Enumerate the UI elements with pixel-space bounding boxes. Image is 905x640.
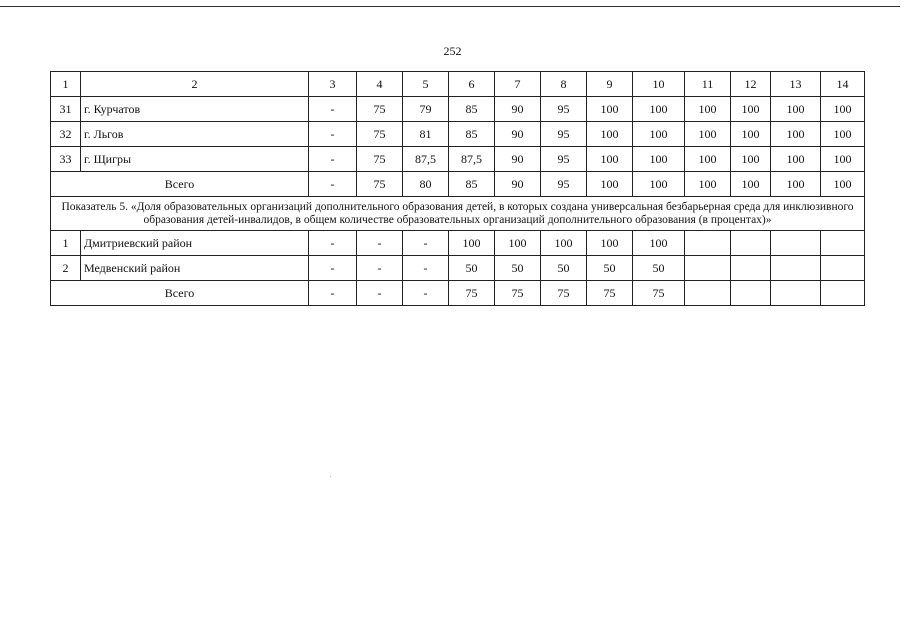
cell-value: 100: [449, 231, 495, 256]
column-number: 11: [685, 72, 731, 97]
cell-value: 100: [821, 97, 865, 122]
cell-value: 100: [685, 172, 731, 197]
cell-value: -: [403, 231, 449, 256]
row-number: 32: [51, 122, 81, 147]
cell-value: 75: [541, 281, 587, 306]
cell-value: 87,5: [403, 147, 449, 172]
cell-value: 85: [449, 122, 495, 147]
cell-value: -: [309, 231, 357, 256]
column-number: 4: [357, 72, 403, 97]
cell-value: -: [309, 147, 357, 172]
row-number: 31: [51, 97, 81, 122]
cell-value: 75: [633, 281, 685, 306]
column-number: 6: [449, 72, 495, 97]
cell-value: [771, 281, 821, 306]
column-number: 5: [403, 72, 449, 97]
cell-value: [821, 256, 865, 281]
column-number-row: [51, 72, 865, 97]
cell-value: 100: [587, 97, 633, 122]
row-name: Дмитриевский район: [81, 231, 309, 256]
cell-value: 75: [357, 122, 403, 147]
cell-value: 95: [541, 122, 587, 147]
cell-value: 100: [821, 147, 865, 172]
cell-value: 75: [587, 281, 633, 306]
cell-value: 100: [587, 122, 633, 147]
cell-value: [731, 231, 771, 256]
cell-value: 100: [685, 122, 731, 147]
cell-value: 90: [495, 122, 541, 147]
cell-value: -: [403, 281, 449, 306]
cell-value: 80: [403, 172, 449, 197]
cell-value: 50: [495, 256, 541, 281]
cell-value: 75: [357, 97, 403, 122]
cell-value: 95: [541, 97, 587, 122]
cell-value: 100: [587, 231, 633, 256]
table-row: [51, 147, 865, 172]
cell-value: [685, 281, 731, 306]
cell-value: 100: [633, 147, 685, 172]
cell-value: 100: [771, 122, 821, 147]
cell-value: [731, 256, 771, 281]
cell-value: 87,5: [449, 147, 495, 172]
row-name: Медвенский район: [81, 256, 309, 281]
cell-value: 100: [587, 172, 633, 197]
cell-value: [685, 256, 731, 281]
scan-speck: [330, 476, 331, 477]
cell-value: 75: [357, 147, 403, 172]
table-row: [51, 122, 865, 147]
cell-value: -: [309, 281, 357, 306]
cell-value: [821, 231, 865, 256]
column-number: 3: [309, 72, 357, 97]
column-number: 2: [81, 72, 309, 97]
cell-value: -: [357, 231, 403, 256]
indicator-5-title: Показатель 5. «Доля образовательных организаций дополнительного образования детей, в которых создана универсальная безбарьерная среда для инклюзивного образования детей-инвалидов, в общем количестве образовательных организаций дополнительного образования (в процентах)»: [51, 197, 865, 231]
column-number: 10: [633, 72, 685, 97]
column-number: 9: [587, 72, 633, 97]
cell-value: [731, 281, 771, 306]
cell-value: 90: [495, 172, 541, 197]
cell-value: 100: [633, 172, 685, 197]
cell-value: -: [357, 256, 403, 281]
cell-value: [685, 231, 731, 256]
cell-value: 100: [731, 147, 771, 172]
cell-value: 100: [633, 231, 685, 256]
column-number: 8: [541, 72, 587, 97]
column-number: 13: [771, 72, 821, 97]
total-label: Всего: [51, 172, 309, 197]
cell-value: 100: [731, 172, 771, 197]
cell-value: 95: [541, 147, 587, 172]
cell-value: 100: [685, 147, 731, 172]
row-name: г. Льгов: [81, 122, 309, 147]
cell-value: 50: [587, 256, 633, 281]
cell-value: 100: [587, 147, 633, 172]
column-number: 14: [821, 72, 865, 97]
cell-value: 75: [357, 172, 403, 197]
cell-value: 100: [495, 231, 541, 256]
cell-value: 100: [821, 122, 865, 147]
row-number: 2: [51, 256, 81, 281]
cell-value: -: [309, 122, 357, 147]
cell-value: 50: [633, 256, 685, 281]
cell-value: 100: [771, 172, 821, 197]
page-number: 252: [443, 44, 462, 58]
total-row: [51, 281, 865, 306]
top-rule: [0, 6, 900, 7]
cell-value: 100: [633, 122, 685, 147]
cell-value: 81: [403, 122, 449, 147]
cell-value: 50: [541, 256, 587, 281]
cell-value: 90: [495, 97, 541, 122]
cell-value: -: [309, 172, 357, 197]
cell-value: 75: [449, 281, 495, 306]
cell-value: 100: [771, 147, 821, 172]
cell-value: [771, 256, 821, 281]
table-row: [51, 256, 865, 281]
cell-value: 50: [449, 256, 495, 281]
row-number: 1: [51, 231, 81, 256]
cell-value: 79: [403, 97, 449, 122]
indicator-heading-row: [51, 197, 865, 231]
cell-value: -: [403, 256, 449, 281]
cell-value: 100: [731, 97, 771, 122]
table-row: [51, 97, 865, 122]
cell-value: 100: [821, 172, 865, 197]
cell-value: 90: [495, 147, 541, 172]
cell-value: 100: [771, 97, 821, 122]
cell-value: -: [309, 256, 357, 281]
cell-value: -: [357, 281, 403, 306]
cell-value: 100: [633, 97, 685, 122]
cell-value: -: [309, 97, 357, 122]
cell-value: 100: [731, 122, 771, 147]
cell-value: [771, 231, 821, 256]
cell-value: 75: [495, 281, 541, 306]
cell-value: [821, 281, 865, 306]
row-name: г. Курчатов: [81, 97, 309, 122]
data-table: [50, 71, 865, 306]
table-row: [51, 231, 865, 256]
column-number: 7: [495, 72, 541, 97]
cell-value: 85: [449, 172, 495, 197]
row-name: г. Щигры: [81, 147, 309, 172]
row-number: 33: [51, 147, 81, 172]
column-number: 12: [731, 72, 771, 97]
cell-value: 100: [541, 231, 587, 256]
total-row: [51, 172, 865, 197]
cell-value: 100: [685, 97, 731, 122]
total-label: Всего: [51, 281, 309, 306]
column-number: 1: [51, 72, 81, 97]
cell-value: 85: [449, 97, 495, 122]
cell-value: 95: [541, 172, 587, 197]
